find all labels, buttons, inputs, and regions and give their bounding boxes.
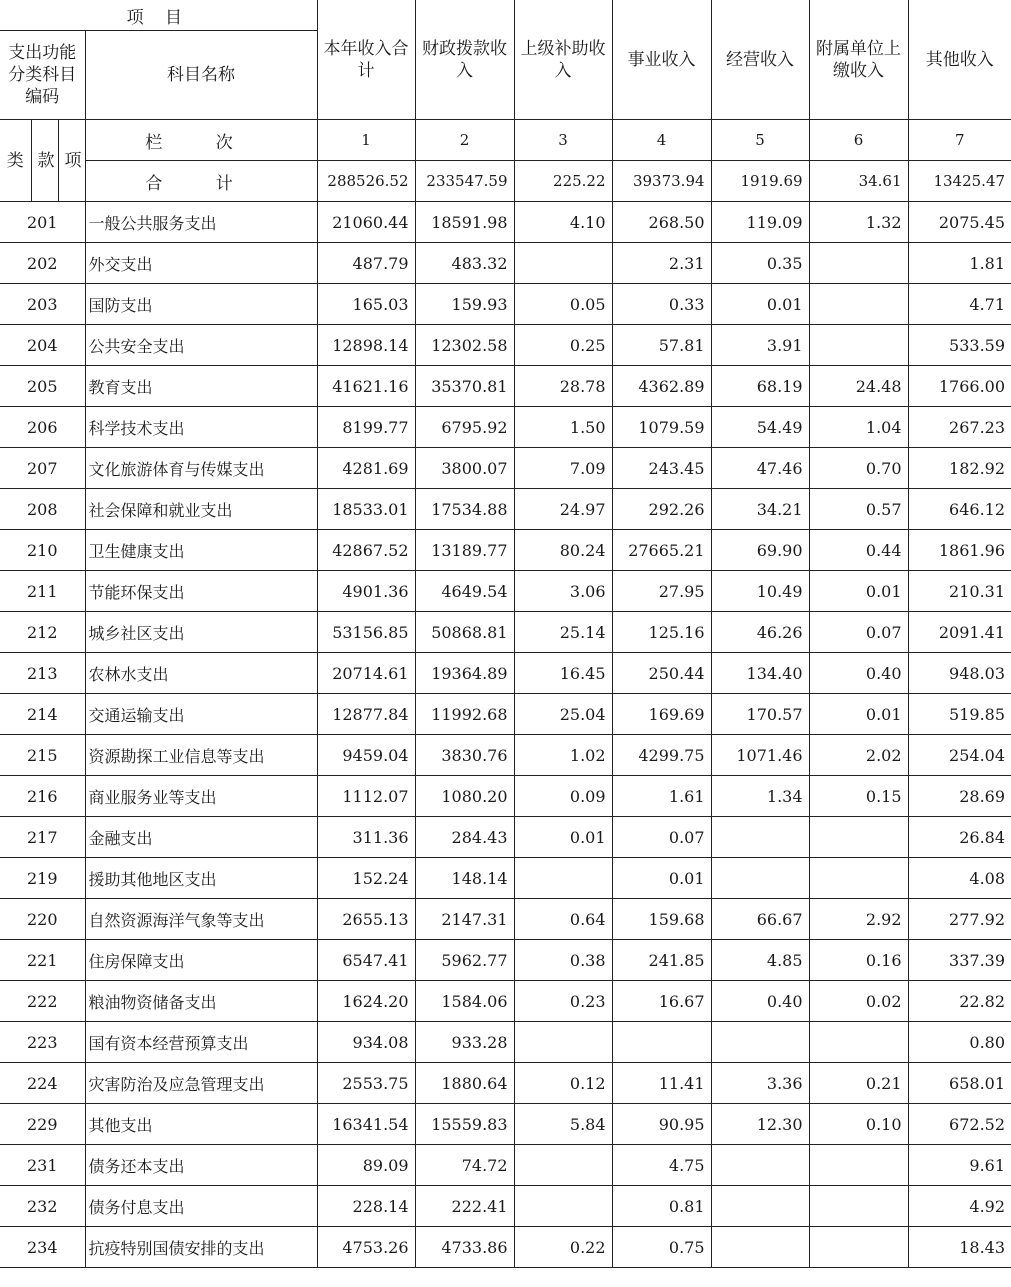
cell-value: 0.23 bbox=[514, 981, 612, 1022]
subject-code: 203 bbox=[0, 284, 85, 325]
cell-value bbox=[809, 325, 908, 366]
cell-value: 4299.75 bbox=[612, 735, 711, 776]
cell-value: 1.32 bbox=[809, 202, 908, 243]
cell-value: 47.46 bbox=[711, 448, 809, 489]
cell-value: 0.01 bbox=[514, 817, 612, 858]
table-row bbox=[0, 612, 1011, 653]
cell-value: 268.50 bbox=[612, 202, 711, 243]
column-number: 1 bbox=[317, 120, 415, 161]
cell-value: 1112.07 bbox=[317, 776, 415, 817]
cell-value bbox=[711, 1186, 809, 1227]
cell-value: 0.33 bbox=[612, 284, 711, 325]
cell-value: 12898.14 bbox=[317, 325, 415, 366]
cell-value: 182.92 bbox=[908, 448, 1011, 489]
subject-code: 202 bbox=[0, 243, 85, 284]
subject-code: 215 bbox=[0, 735, 85, 776]
cell-value: 0.40 bbox=[809, 653, 908, 694]
table-row bbox=[0, 325, 1011, 366]
cell-value: 148.14 bbox=[415, 858, 514, 899]
cell-value: 1071.46 bbox=[711, 735, 809, 776]
total-value: 13425.47 bbox=[908, 161, 1011, 202]
cell-value: 159.68 bbox=[612, 899, 711, 940]
subject-code: 211 bbox=[0, 571, 85, 612]
cell-value: 5962.77 bbox=[415, 940, 514, 981]
cell-value: 0.21 bbox=[809, 1063, 908, 1104]
cell-value: 1.02 bbox=[514, 735, 612, 776]
cell-value: 0.75 bbox=[612, 1227, 711, 1268]
cell-value: 0.10 bbox=[809, 1104, 908, 1145]
subject-name: 文化旅游体育与传媒支出 bbox=[85, 448, 317, 489]
subject-code: 207 bbox=[0, 448, 85, 489]
cell-value: 483.32 bbox=[415, 243, 514, 284]
cell-value: 4.71 bbox=[908, 284, 1011, 325]
cell-value: 0.01 bbox=[612, 858, 711, 899]
cell-value: 57.81 bbox=[612, 325, 711, 366]
subject-code: 204 bbox=[0, 325, 85, 366]
cell-value: 66.67 bbox=[711, 899, 809, 940]
table-row bbox=[0, 694, 1011, 735]
table-row bbox=[0, 899, 1011, 940]
cell-value: 4281.69 bbox=[317, 448, 415, 489]
cell-value: 1.81 bbox=[908, 243, 1011, 284]
cell-value: 9459.04 bbox=[317, 735, 415, 776]
cell-value: 0.12 bbox=[514, 1063, 612, 1104]
cell-value: 18533.01 bbox=[317, 489, 415, 530]
cell-value: 1880.64 bbox=[415, 1063, 514, 1104]
subject-code: 221 bbox=[0, 940, 85, 981]
cell-value: 0.01 bbox=[809, 571, 908, 612]
subject-name: 自然资源海洋气象等支出 bbox=[85, 899, 317, 940]
cell-value: 16341.54 bbox=[317, 1104, 415, 1145]
cell-value: 27665.21 bbox=[612, 530, 711, 571]
subject-name: 社会保障和就业支出 bbox=[85, 489, 317, 530]
cell-value: 3830.76 bbox=[415, 735, 514, 776]
subject-name: 公共安全支出 bbox=[85, 325, 317, 366]
subject-code: 231 bbox=[0, 1145, 85, 1186]
kind-header-xiang: 项 bbox=[58, 120, 85, 202]
table-row bbox=[0, 202, 1011, 243]
total-value: 34.61 bbox=[809, 161, 908, 202]
cell-value: 0.01 bbox=[809, 694, 908, 735]
cell-value: 9.61 bbox=[908, 1145, 1011, 1186]
total-value: 233547.59 bbox=[415, 161, 514, 202]
cell-value: 16.45 bbox=[514, 653, 612, 694]
subject-code: 201 bbox=[0, 202, 85, 243]
cell-value bbox=[809, 243, 908, 284]
subject-code: 224 bbox=[0, 1063, 85, 1104]
cell-value: 1079.59 bbox=[612, 407, 711, 448]
subject-name: 债务还本支出 bbox=[85, 1145, 317, 1186]
subject-code: 229 bbox=[0, 1104, 85, 1145]
cell-value: 4.92 bbox=[908, 1186, 1011, 1227]
subject-name: 教育支出 bbox=[85, 366, 317, 407]
cell-value bbox=[514, 243, 612, 284]
kind-header-lei: 类 bbox=[0, 120, 31, 202]
subject-name: 节能环保支出 bbox=[85, 571, 317, 612]
cell-value: 24.97 bbox=[514, 489, 612, 530]
cell-value: 11.41 bbox=[612, 1063, 711, 1104]
cell-value: 12.30 bbox=[711, 1104, 809, 1145]
table-row bbox=[0, 407, 1011, 448]
group-header: 项 目 bbox=[0, 0, 317, 31]
cell-value: 4649.54 bbox=[415, 571, 514, 612]
cell-value bbox=[809, 1186, 908, 1227]
cell-value: 15559.83 bbox=[415, 1104, 514, 1145]
cell-value: 672.52 bbox=[908, 1104, 1011, 1145]
cell-value: 0.02 bbox=[809, 981, 908, 1022]
column-number: 6 bbox=[809, 120, 908, 161]
cell-value: 80.24 bbox=[514, 530, 612, 571]
cell-value: 4362.89 bbox=[612, 366, 711, 407]
subject-name: 卫生健康支出 bbox=[85, 530, 317, 571]
cell-value: 28.78 bbox=[514, 366, 612, 407]
subject-name: 灾害防治及应急管理支出 bbox=[85, 1063, 317, 1104]
cell-value: 1766.00 bbox=[908, 366, 1011, 407]
cell-value bbox=[809, 1227, 908, 1268]
cell-value: 2553.75 bbox=[317, 1063, 415, 1104]
cell-value: 0.15 bbox=[809, 776, 908, 817]
table-row bbox=[0, 1227, 1011, 1268]
cell-value: 1584.06 bbox=[415, 981, 514, 1022]
col-header-operating: 经营收入 bbox=[711, 0, 809, 120]
cell-value: 125.16 bbox=[612, 612, 711, 653]
table-row bbox=[0, 653, 1011, 694]
cell-value bbox=[809, 1145, 908, 1186]
cell-value: 1861.96 bbox=[908, 530, 1011, 571]
cell-value: 25.04 bbox=[514, 694, 612, 735]
cell-value: 933.28 bbox=[415, 1022, 514, 1063]
subject-name: 援助其他地区支出 bbox=[85, 858, 317, 899]
cell-value: 2.31 bbox=[612, 243, 711, 284]
cell-value: 1.04 bbox=[809, 407, 908, 448]
cell-value: 2655.13 bbox=[317, 899, 415, 940]
cell-value: 0.70 bbox=[809, 448, 908, 489]
cell-value: 28.69 bbox=[908, 776, 1011, 817]
subject-code: 212 bbox=[0, 612, 85, 653]
cell-value bbox=[711, 858, 809, 899]
cell-value: 34.21 bbox=[711, 489, 809, 530]
total-label: 合 计 bbox=[85, 161, 317, 202]
cell-value: 89.09 bbox=[317, 1145, 415, 1186]
cell-value: 0.07 bbox=[809, 612, 908, 653]
cell-value bbox=[809, 284, 908, 325]
cell-value: 46.26 bbox=[711, 612, 809, 653]
column-number: 2 bbox=[415, 120, 514, 161]
cell-value bbox=[514, 1186, 612, 1227]
cell-value: 119.09 bbox=[711, 202, 809, 243]
table-row bbox=[0, 858, 1011, 899]
cell-value: 0.16 bbox=[809, 940, 908, 981]
table-row bbox=[0, 1063, 1011, 1104]
cell-value bbox=[514, 1022, 612, 1063]
cell-value bbox=[711, 1227, 809, 1268]
cell-value: 267.23 bbox=[908, 407, 1011, 448]
column-number: 4 bbox=[612, 120, 711, 161]
col-header-business: 事业收入 bbox=[612, 0, 711, 120]
subject-name: 抗疫特别国债安排的支出 bbox=[85, 1227, 317, 1268]
cell-value: 0.80 bbox=[908, 1022, 1011, 1063]
table-row bbox=[0, 940, 1011, 981]
total-value: 225.22 bbox=[514, 161, 612, 202]
cell-value: 0.35 bbox=[711, 243, 809, 284]
cell-value: 20714.61 bbox=[317, 653, 415, 694]
subject-code: 217 bbox=[0, 817, 85, 858]
cell-value: 934.08 bbox=[317, 1022, 415, 1063]
cell-value: 152.24 bbox=[317, 858, 415, 899]
table-row bbox=[0, 1104, 1011, 1145]
cell-value: 12877.84 bbox=[317, 694, 415, 735]
cell-value: 35370.81 bbox=[415, 366, 514, 407]
cell-value: 519.85 bbox=[908, 694, 1011, 735]
cell-value: 2147.31 bbox=[415, 899, 514, 940]
cell-value: 4.08 bbox=[908, 858, 1011, 899]
subject-name: 外交支出 bbox=[85, 243, 317, 284]
cell-value: 24.48 bbox=[809, 366, 908, 407]
cell-value: 4733.86 bbox=[415, 1227, 514, 1268]
cell-value: 241.85 bbox=[612, 940, 711, 981]
cell-value: 3.91 bbox=[711, 325, 809, 366]
cell-value: 41621.16 bbox=[317, 366, 415, 407]
cell-value: 4.10 bbox=[514, 202, 612, 243]
kind-header-kuan: 款 bbox=[31, 120, 58, 202]
cell-value: 16.67 bbox=[612, 981, 711, 1022]
cell-value: 4.75 bbox=[612, 1145, 711, 1186]
cell-value: 0.64 bbox=[514, 899, 612, 940]
table-row bbox=[0, 1186, 1011, 1227]
cell-value: 26.84 bbox=[908, 817, 1011, 858]
subject-code: 220 bbox=[0, 899, 85, 940]
cell-value: 165.03 bbox=[317, 284, 415, 325]
cell-value: 13189.77 bbox=[415, 530, 514, 571]
subject-name: 商业服务业等支出 bbox=[85, 776, 317, 817]
column-number: 5 bbox=[711, 120, 809, 161]
table-row bbox=[0, 284, 1011, 325]
subject-name: 农林水支出 bbox=[85, 653, 317, 694]
subject-code: 214 bbox=[0, 694, 85, 735]
cell-value: 12302.58 bbox=[415, 325, 514, 366]
cell-value: 0.38 bbox=[514, 940, 612, 981]
cell-value: 250.44 bbox=[612, 653, 711, 694]
subject-code: 206 bbox=[0, 407, 85, 448]
subject-name: 粮油物资储备支出 bbox=[85, 981, 317, 1022]
col-header-other: 其他收入 bbox=[908, 0, 1011, 120]
cell-value: 0.25 bbox=[514, 325, 612, 366]
cell-value: 21060.44 bbox=[317, 202, 415, 243]
subject-name: 城乡社区支出 bbox=[85, 612, 317, 653]
cell-value: 1624.20 bbox=[317, 981, 415, 1022]
cell-value: 169.69 bbox=[612, 694, 711, 735]
subject-name: 其他支出 bbox=[85, 1104, 317, 1145]
col-header-affiliated: 附属单位上缴收入 bbox=[809, 0, 908, 120]
cell-value: 533.59 bbox=[908, 325, 1011, 366]
cell-value: 284.43 bbox=[415, 817, 514, 858]
cell-value: 17534.88 bbox=[415, 489, 514, 530]
cell-value: 90.95 bbox=[612, 1104, 711, 1145]
cell-value: 222.41 bbox=[415, 1186, 514, 1227]
subject-code: 234 bbox=[0, 1227, 85, 1268]
cell-value: 646.12 bbox=[908, 489, 1011, 530]
table-row bbox=[0, 489, 1011, 530]
subject-code: 232 bbox=[0, 1186, 85, 1227]
cell-value: 2091.41 bbox=[908, 612, 1011, 653]
cell-value: 0.05 bbox=[514, 284, 612, 325]
table-row bbox=[0, 366, 1011, 407]
total-value: 1919.69 bbox=[711, 161, 809, 202]
cell-value: 2.92 bbox=[809, 899, 908, 940]
cell-value: 0.22 bbox=[514, 1227, 612, 1268]
cell-value: 50868.81 bbox=[415, 612, 514, 653]
table-row bbox=[0, 981, 1011, 1022]
cell-value: 0.44 bbox=[809, 530, 908, 571]
cell-value: 1.61 bbox=[612, 776, 711, 817]
name-header: 科目名称 bbox=[85, 31, 317, 120]
col-header-total: 本年收入合计 bbox=[317, 0, 415, 120]
cell-value: 658.01 bbox=[908, 1063, 1011, 1104]
cell-value: 19364.89 bbox=[415, 653, 514, 694]
cell-value: 170.57 bbox=[711, 694, 809, 735]
cell-value: 22.82 bbox=[908, 981, 1011, 1022]
col-header-superior: 上级补助收入 bbox=[514, 0, 612, 120]
total-value: 39373.94 bbox=[612, 161, 711, 202]
subject-name: 国有资本经营预算支出 bbox=[85, 1022, 317, 1063]
cell-value: 1.50 bbox=[514, 407, 612, 448]
subject-name: 交通运输支出 bbox=[85, 694, 317, 735]
cell-value: 1.34 bbox=[711, 776, 809, 817]
cell-value: 42867.52 bbox=[317, 530, 415, 571]
total-value: 288526.52 bbox=[317, 161, 415, 202]
cell-value: 0.01 bbox=[711, 284, 809, 325]
table-row bbox=[0, 817, 1011, 858]
table-row bbox=[0, 1022, 1011, 1063]
subject-code: 205 bbox=[0, 366, 85, 407]
subject-name: 资源勘探工业信息等支出 bbox=[85, 735, 317, 776]
cell-value: 6547.41 bbox=[317, 940, 415, 981]
subject-name: 科学技术支出 bbox=[85, 407, 317, 448]
subject-name: 金融支出 bbox=[85, 817, 317, 858]
column-number: 3 bbox=[514, 120, 612, 161]
cell-value: 27.95 bbox=[612, 571, 711, 612]
cell-value: 18.43 bbox=[908, 1227, 1011, 1268]
cell-value bbox=[809, 858, 908, 899]
cell-value: 7.09 bbox=[514, 448, 612, 489]
subject-code: 210 bbox=[0, 530, 85, 571]
cell-value: 0.40 bbox=[711, 981, 809, 1022]
cell-value: 948.03 bbox=[908, 653, 1011, 694]
table-row bbox=[0, 530, 1011, 571]
total-row bbox=[0, 161, 1011, 202]
cell-value: 18591.98 bbox=[415, 202, 514, 243]
subject-name: 一般公共服务支出 bbox=[85, 202, 317, 243]
cell-value bbox=[514, 858, 612, 899]
subject-code: 223 bbox=[0, 1022, 85, 1063]
table-row bbox=[0, 448, 1011, 489]
cell-value bbox=[711, 1145, 809, 1186]
table-row bbox=[0, 571, 1011, 612]
cell-value: 4753.26 bbox=[317, 1227, 415, 1268]
cell-value: 292.26 bbox=[612, 489, 711, 530]
subject-code: 219 bbox=[0, 858, 85, 899]
cell-value bbox=[612, 1022, 711, 1063]
cell-value: 6795.92 bbox=[415, 407, 514, 448]
cell-value: 0.07 bbox=[612, 817, 711, 858]
cell-value: 311.36 bbox=[317, 817, 415, 858]
subject-name: 国防支出 bbox=[85, 284, 317, 325]
column-number: 7 bbox=[908, 120, 1011, 161]
code-group-header: 支出功能分类科目编码 bbox=[0, 31, 85, 120]
subject-code: 213 bbox=[0, 653, 85, 694]
subject-code: 222 bbox=[0, 981, 85, 1022]
cell-value bbox=[711, 817, 809, 858]
cell-value: 68.19 bbox=[711, 366, 809, 407]
cell-value: 54.49 bbox=[711, 407, 809, 448]
cell-value: 0.57 bbox=[809, 489, 908, 530]
col-header-fiscal: 财政拨款收入 bbox=[415, 0, 514, 120]
table-row bbox=[0, 735, 1011, 776]
lanci-label: 栏 次 bbox=[85, 120, 317, 161]
cell-value bbox=[809, 1022, 908, 1063]
cell-value: 69.90 bbox=[711, 530, 809, 571]
cell-value: 10.49 bbox=[711, 571, 809, 612]
cell-value bbox=[711, 1022, 809, 1063]
cell-value: 2.02 bbox=[809, 735, 908, 776]
cell-value: 3800.07 bbox=[415, 448, 514, 489]
table-row bbox=[0, 776, 1011, 817]
table-row bbox=[0, 1145, 1011, 1186]
subject-name: 住房保障支出 bbox=[85, 940, 317, 981]
cell-value bbox=[514, 1145, 612, 1186]
cell-value: 8199.77 bbox=[317, 407, 415, 448]
cell-value: 159.93 bbox=[415, 284, 514, 325]
cell-value: 3.36 bbox=[711, 1063, 809, 1104]
cell-value: 3.06 bbox=[514, 571, 612, 612]
cell-value: 1080.20 bbox=[415, 776, 514, 817]
cell-value: 4901.36 bbox=[317, 571, 415, 612]
cell-value: 2075.45 bbox=[908, 202, 1011, 243]
cell-value: 25.14 bbox=[514, 612, 612, 653]
cell-value: 11992.68 bbox=[415, 694, 514, 735]
cell-value: 74.72 bbox=[415, 1145, 514, 1186]
cell-value: 243.45 bbox=[612, 448, 711, 489]
cell-value: 277.92 bbox=[908, 899, 1011, 940]
cell-value: 0.09 bbox=[514, 776, 612, 817]
cell-value: 4.85 bbox=[711, 940, 809, 981]
cell-value: 228.14 bbox=[317, 1186, 415, 1227]
cell-value bbox=[809, 817, 908, 858]
subject-code: 208 bbox=[0, 489, 85, 530]
cell-value: 0.81 bbox=[612, 1186, 711, 1227]
subject-name: 债务付息支出 bbox=[85, 1186, 317, 1227]
cell-value: 210.31 bbox=[908, 571, 1011, 612]
table-row bbox=[0, 243, 1011, 284]
cell-value: 134.40 bbox=[711, 653, 809, 694]
cell-value: 254.04 bbox=[908, 735, 1011, 776]
cell-value: 53156.85 bbox=[317, 612, 415, 653]
subject-code: 216 bbox=[0, 776, 85, 817]
cell-value: 337.39 bbox=[908, 940, 1011, 981]
cell-value: 5.84 bbox=[514, 1104, 612, 1145]
cell-value: 487.79 bbox=[317, 243, 415, 284]
